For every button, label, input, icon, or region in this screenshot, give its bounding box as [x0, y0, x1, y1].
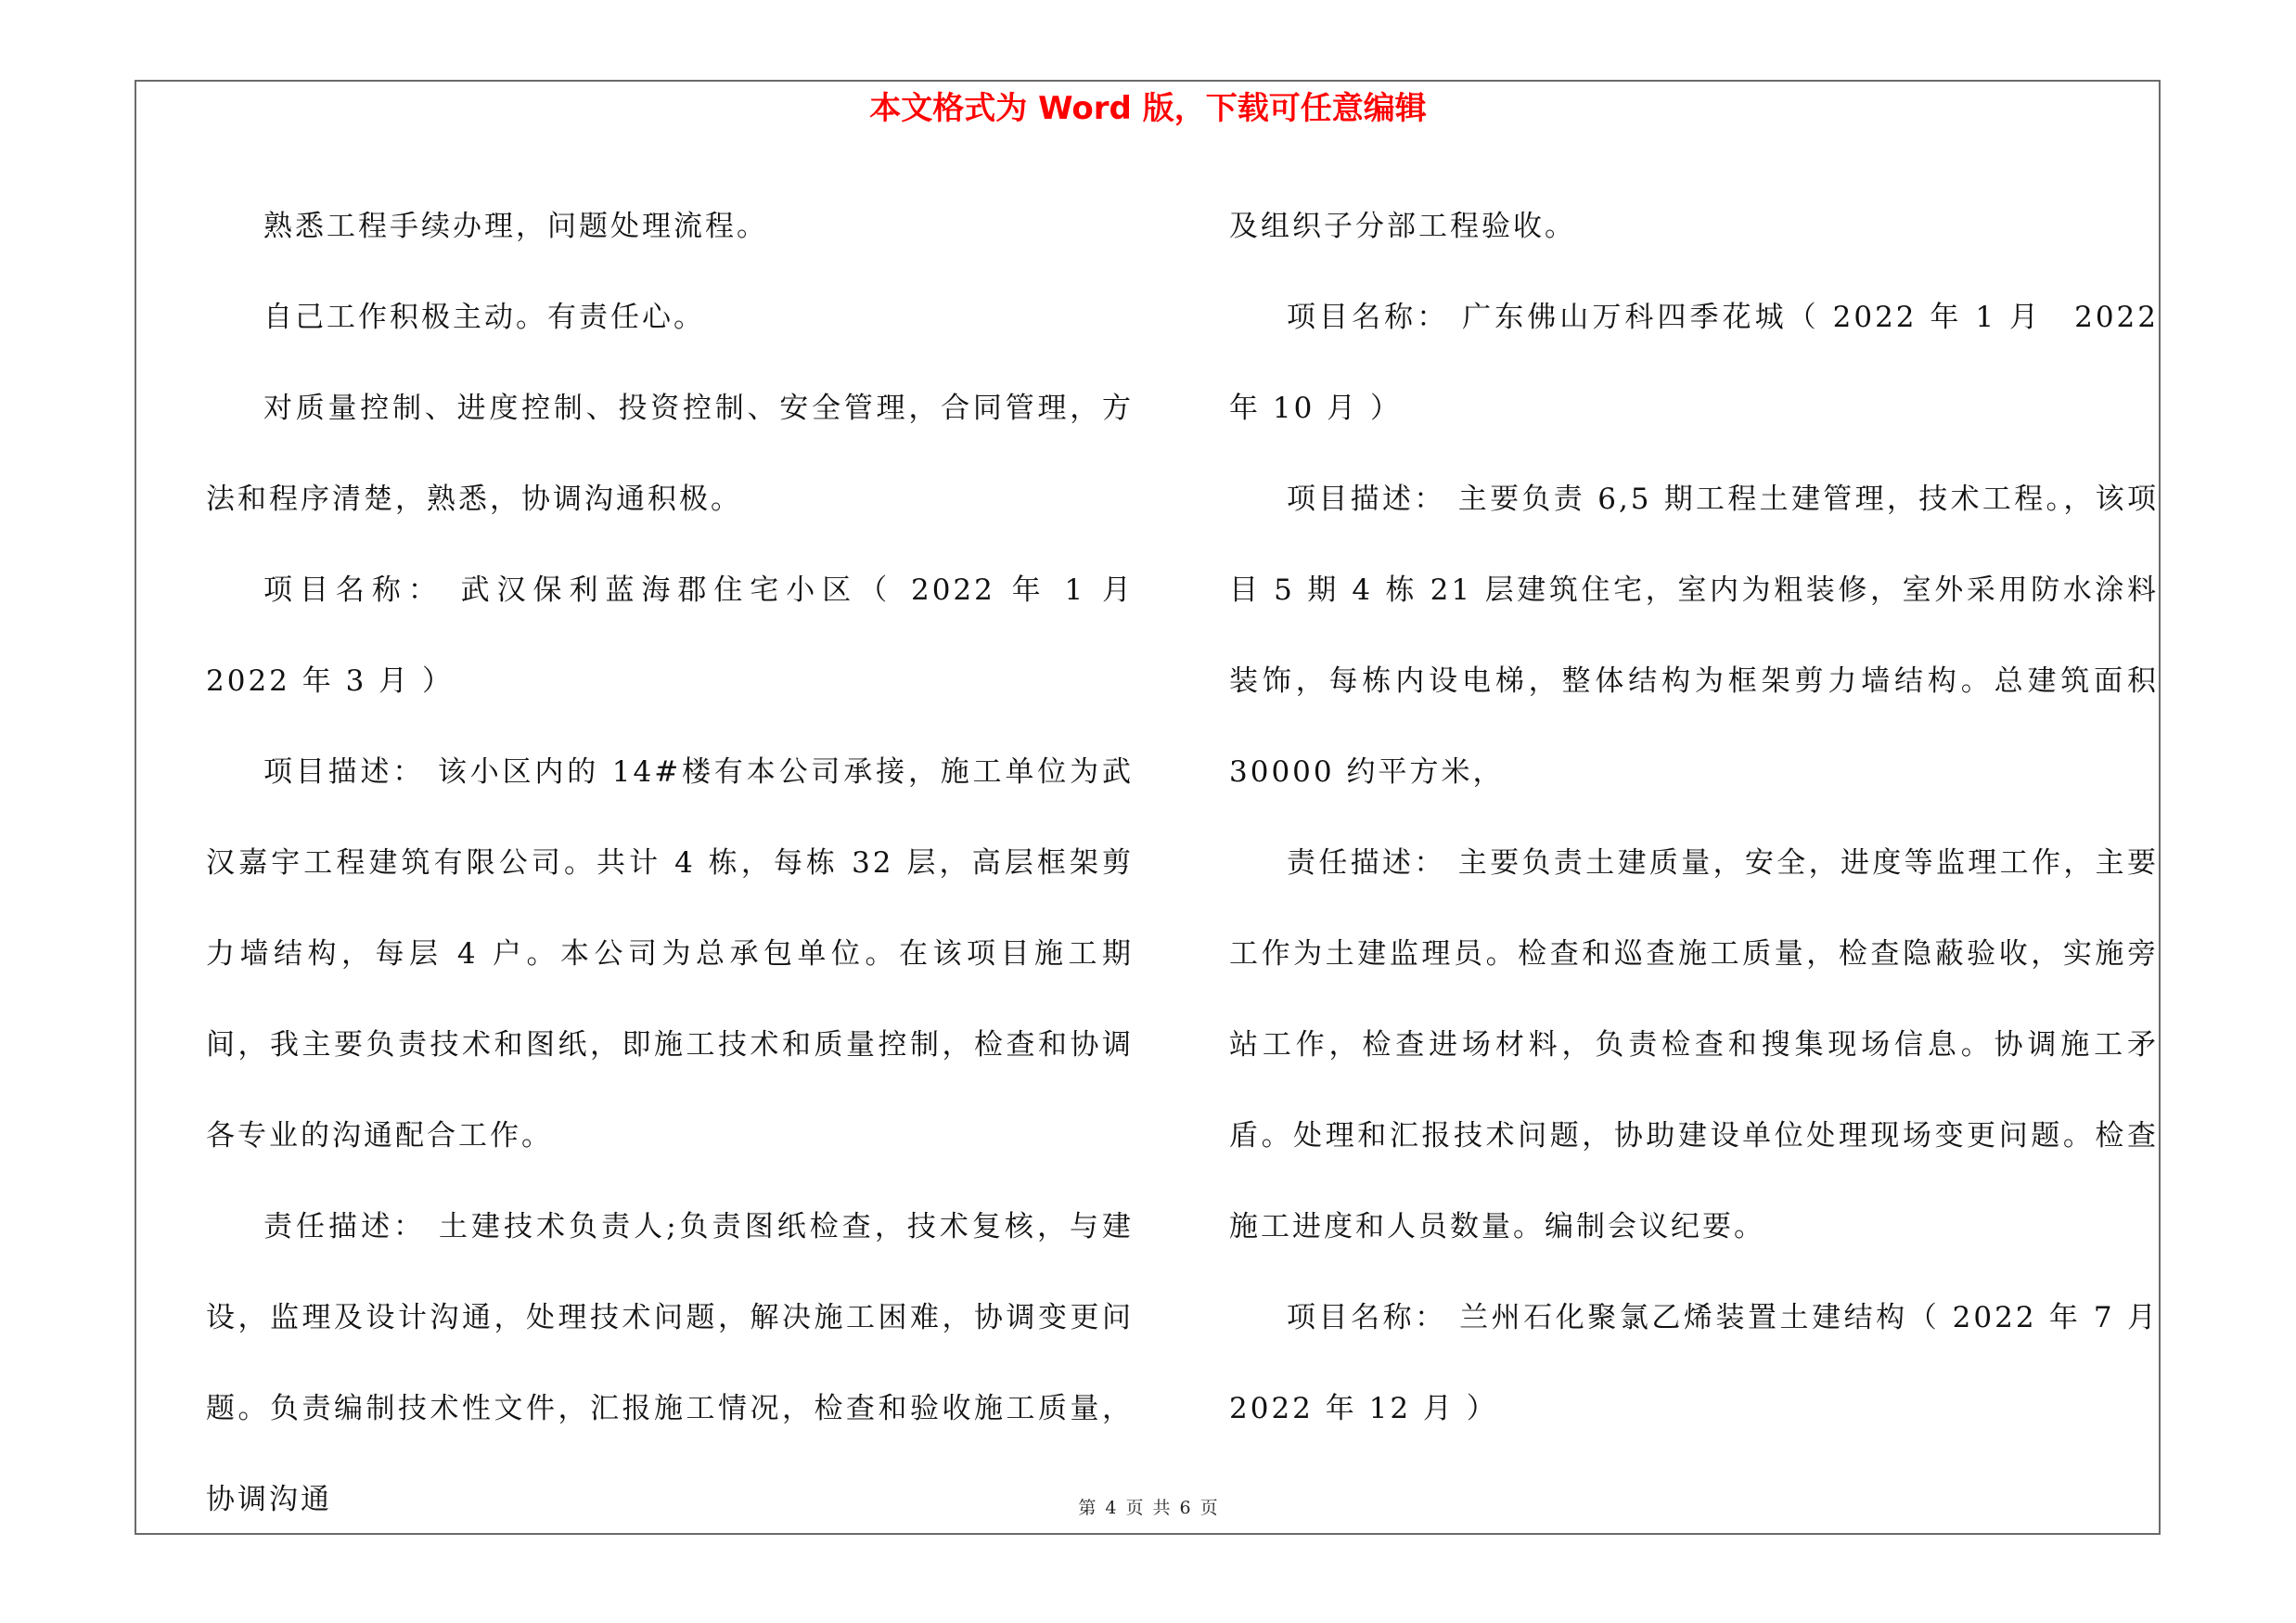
project-description-paragraph: 项目描述： 主要负责 6,5 期工程土建管理，技术工程。，该项目 5 期 4 栋 21 层建筑住宅，室内为粗装修，室外采用防水涂料装饰，每栋内设电梯，整体结构为框架剪力墙结构。总建筑面积 30000 约平方米， — [1229, 483, 2159, 789]
project-name-paragraph: 项目名称： 广东佛山万科四季花城（ 2022 年 1 月 2022 年 10 月 ） — [1229, 301, 2159, 425]
continuation-paragraph: 及组织子分部工程验收。 — [1229, 210, 1576, 243]
responsibility-paragraph: 责任描述： 土建技术负责人;负责图纸检查，技术复核，与建设，监理及设计沟通，处理技术问题，解决施工困难，协调变更问题。负责编制技术性文件，汇报施工情况，检查和验收施工质量，协调沟通 — [206, 1210, 1134, 1516]
paragraph: 对质量控制、进度控制、投资控制、安全管理，合同管理，方法和程序清楚，熟悉，协调沟通积极。 — [206, 392, 1134, 516]
paragraph: 自己工作积极主动。有责任心。 — [263, 301, 705, 334]
project-name-paragraph: 项目名称： 兰州石化聚氯乙烯装置土建结构（ 2022 年 7 月 2022 年 12 月 ） — [1229, 1301, 2190, 1425]
project-description-paragraph: 项目描述： 该小区内的 14#楼有本公司承接，施工单位为武汉嘉宇工程建筑有限公司。共计 4 栋，每栋 32 层，高层框架剪力墙结构，每层 4 户。本公司为总承包单位。在该项目施工期间，我主要负责技术和图纸，即施工技术和质量控制，检查和协调各专业的沟通配合工作。 — [206, 755, 1134, 1153]
page-number: 第 4 页 共 6 页 — [1078, 1498, 1218, 1518]
right-column — [1229, 181, 2190, 1454]
word-format-banner: 本文格式为 Word 版，下载可任意编辑 — [869, 90, 1427, 127]
responsibility-paragraph: 责任描述： 主要负责土建质量，安全，进度等监理工作，主要工作为土建监理员。检查和巡查施工质量，检查隐蔽验收，实施旁站工作，检查进场材料，负责检查和搜集现场信息。协调施工矛盾。处理和汇报技术问题，协助建设单位处理现场变更问题。检查施工进度和人员数量。编制会议纪要。 — [1229, 846, 2159, 1243]
paragraph: 熟悉工程手续办理，问题处理流程。 — [263, 210, 768, 243]
project-name-paragraph: 项目名称： 武汉保利蓝海郡住宅小区（ 2022 年 1 月 2022 年 3 月 ） — [206, 573, 1165, 698]
